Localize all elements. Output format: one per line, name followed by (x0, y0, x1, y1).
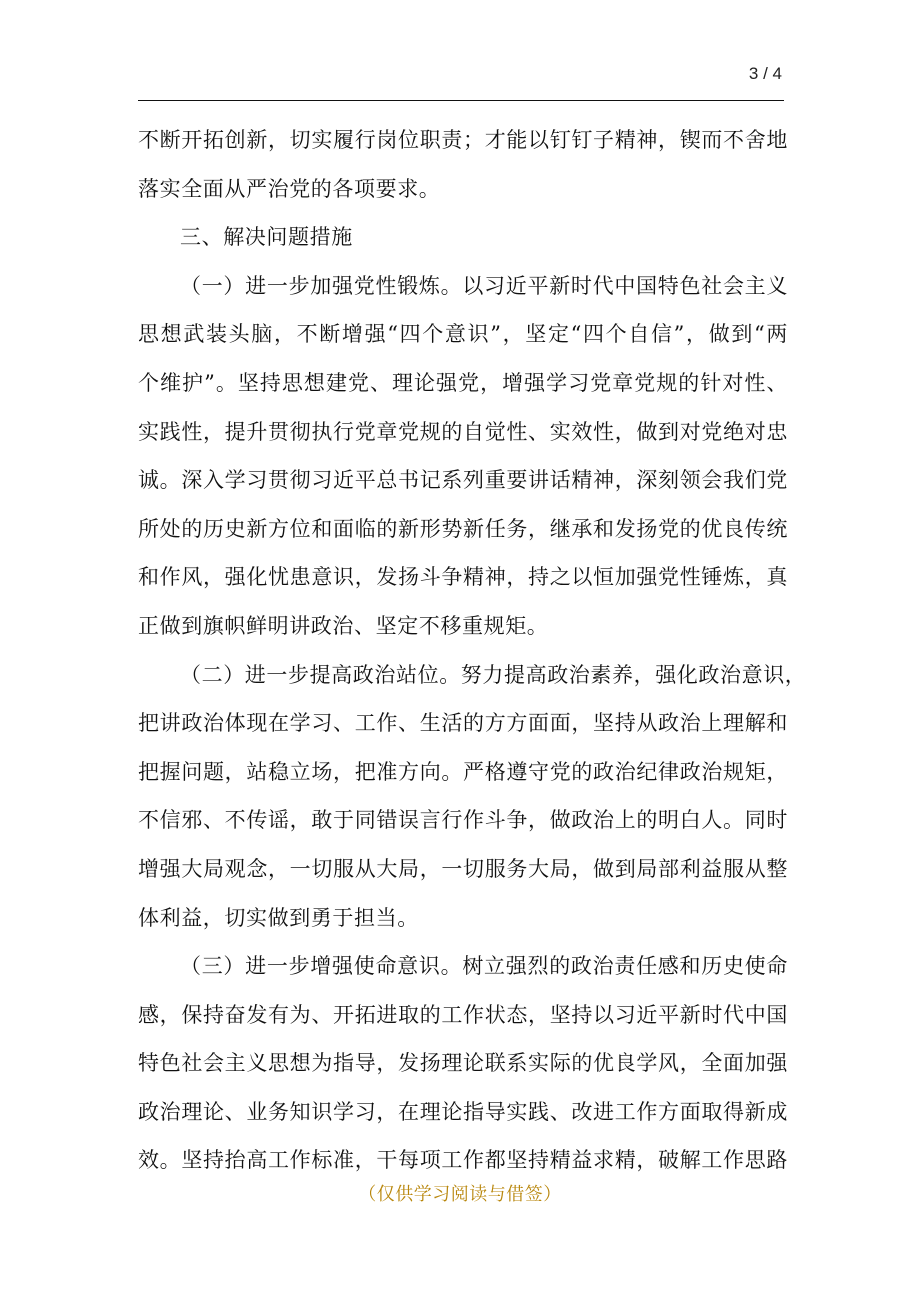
text-line: 落实全面从严治党的各项要求。 (138, 176, 441, 201)
text-line: 思想武装头脑，不断增强“四个意识”，坚定“四个自信”，做到“两 (138, 322, 788, 347)
header-divider (138, 100, 784, 101)
text-line: 效。坚持抬高工作标准，干每项工作都坚持精益求精，破解工作思路 (138, 1148, 788, 1173)
text-line: 不断开拓创新，切实履行岗位职责；才能以钉钉子精神，锲而不舍地 (138, 128, 788, 152)
text-line: 和作风，强化忧患意识，发扬斗争精神，持之以恒加强党性锤炼，真 (138, 565, 788, 590)
page-number: 3 / 4 (748, 64, 782, 83)
text-line: 把讲政治体现在学习、工作、生活的方方面面，坚持从政治上理解和 (138, 711, 788, 736)
text-line: 政治理论、业务知识学习，在理论指导实践、改进工作方面取得新成 (138, 1099, 788, 1124)
text-line: 实践性，提升贯彻执行党章党规的自觉性、实效性，做到对党绝对忠 (138, 419, 788, 444)
text-line: （一）进一步加强党性锻炼。以习近平新时代中国特色社会主义 (180, 273, 788, 298)
text-line: 特色社会主义思想为指导，发扬理论联系实际的优良学风，全面加强 (138, 1051, 788, 1076)
text-line: 所处的历史新方位和面临的新形势新任务，继承和发扬党的优良传统 (138, 516, 788, 541)
text-line: 感，保持奋发有为、开拓进取的工作状态，坚持以习近平新时代中国 (138, 1002, 788, 1027)
document-body (138, 116, 807, 1185)
text-line: 增强大局观念，一切服从大局，一切服务大局，做到局部利益服从整 (138, 856, 788, 881)
text-line: 个维护”。坚持思想建党、理论强党，增强学习党章党规的针对性、 (138, 370, 788, 395)
text-line: 把握问题，站稳立场，把准方向。严格遵守党的政治纪律政治规矩， (138, 759, 788, 784)
text-line: （二）进一步提高政治站位。努力提高政治素养，强化政治意识， (180, 662, 807, 687)
footer-note: （仅供学习阅读与借签） (358, 1184, 562, 1205)
text-line: 体利益，切实做到勇于担当。 (138, 905, 419, 930)
text-line: 不信邪、不传谣，敢于同错误言行作斗争，做政治上的明白人。同时 (138, 808, 788, 833)
text-line: 诚。深入学习贯彻习近平总书记系列重要讲话精神，深刻领会我们党 (138, 468, 788, 493)
text-line: 正做到旗帜鲜明讲政治、坚定不移重规矩。 (138, 613, 549, 638)
text-line: （三）进一步增强使命意识。树立强烈的政治责任感和历史使命 (180, 954, 788, 979)
text-line: 三、解决问题措施 (180, 225, 353, 250)
